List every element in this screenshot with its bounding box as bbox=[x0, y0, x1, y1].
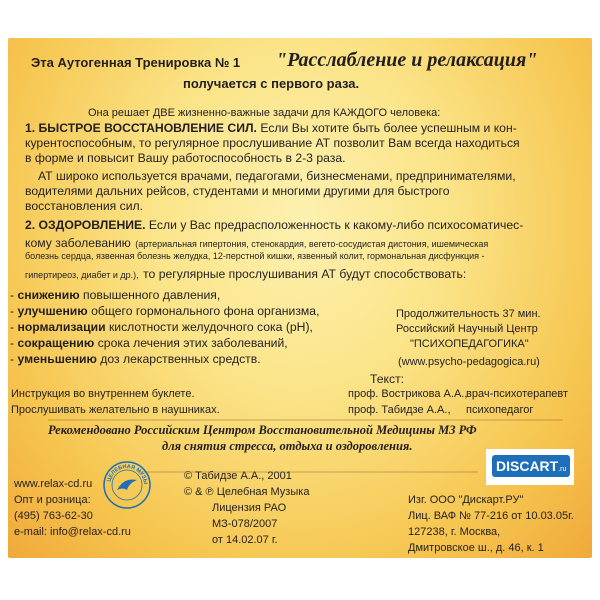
section1-line3: в форме и повысит Вашу работоспособность в 2-3 раза. bbox=[25, 151, 346, 165]
benefit-item: - снижению повышенного давления, bbox=[10, 288, 221, 302]
license-rao: Лицензия РАО bbox=[212, 502, 287, 514]
recommendation-line2: для снятия стресса, отдыха и оздоровления. bbox=[162, 439, 413, 453]
center-name-line1: Российский Научный Центр bbox=[396, 323, 538, 335]
seal-logo bbox=[102, 460, 152, 510]
section1-para2-line3: восстановления сил. bbox=[25, 199, 144, 213]
contact-email[interactable]: e-mail: info@relax-cd.ru bbox=[14, 526, 131, 538]
contact-phone: (495) 763-62-30 bbox=[14, 510, 93, 522]
intro-text: Она решает ДВЕ жизненно-важные задачи для КАЖДОГО человека: bbox=[88, 107, 441, 119]
section1-para2-line2: водителями дальних рейсов, студентами и многими другими для быстрого bbox=[25, 184, 450, 198]
center-name-line2: "ПСИХОПЕДАГОГИКА" bbox=[410, 338, 529, 350]
seal-text: ЦЕЛЕБНАЯ МУЗЫ bbox=[106, 463, 149, 485]
benefit-item: - сокращению срока лечения этих заболеваний, bbox=[10, 336, 288, 350]
copyright-author: © Табидзе А.А., 2001 bbox=[184, 470, 292, 482]
copyright-label: © & ℗ Целебная Музыка bbox=[184, 486, 310, 498]
publisher-logo bbox=[486, 449, 574, 485]
section1-para2-line1: АТ широко используется врачами, педагогами, бизнесменами, предпринимателями, bbox=[38, 169, 516, 183]
benefit-item: - нормализации кислотности желудочного сока (рН), bbox=[10, 320, 313, 334]
author2-name: проф. Табидзе А.А., bbox=[348, 404, 451, 416]
section2-line3: болезнь сердца, язвенная болезнь желудка, 12-перстной кишки, язвенный колит, гормональная дисфункция - bbox=[25, 251, 485, 261]
publisher-name: Изг. ООО "Дискарт.РУ" bbox=[408, 494, 524, 506]
product-card bbox=[8, 38, 592, 558]
center-website: (www.psycho-pedagogica.ru) bbox=[398, 356, 540, 368]
publisher-address2: Дмитровское ш., д. 46, к. 1 bbox=[408, 542, 544, 554]
title-subtitle: получается с первого раза. bbox=[183, 76, 360, 91]
instruction-line2: Прослушивать желательно в наушниках. bbox=[11, 404, 220, 416]
section2-line4: гипертиреоз, диабет и др.), то регулярные прослушивания АТ будут способствовать: bbox=[25, 267, 467, 281]
publisher-license: Лиц. ВАФ № 77-216 от 10.03.05г. bbox=[408, 510, 574, 522]
benefit-item: - уменьшению доз лекарственных средств. bbox=[10, 352, 261, 366]
duration: Продолжительность 37 мин. bbox=[396, 308, 541, 320]
title-name: "Расслабление и релаксация" bbox=[276, 49, 538, 71]
section2-heading: 2. ОЗДОРОВЛЕНИЕ. bbox=[25, 218, 146, 232]
section2-line2: кому заболеванию (артериальная гипертония, стенокардия, вегето-сосудистая дистония, ишемическая bbox=[25, 236, 489, 250]
credits-label: Текст: bbox=[370, 372, 405, 386]
section1-line2: курентоспособным, то регулярное прослушивание АТ позволит Вам всегда находиться bbox=[25, 136, 520, 150]
license-number: МЗ-078/2007 bbox=[212, 518, 278, 530]
section1-heading: 1. БЫСТРОЕ ВОССТАНОВЛЕНИЕ СИЛ. bbox=[25, 121, 257, 135]
publisher-address1: 127238, г. Москва, bbox=[408, 526, 501, 538]
title-prefix: Эта Аутогенная Тренировка № 1 bbox=[31, 55, 241, 70]
benefit-item: - улучшению общего гормонального фона организма, bbox=[10, 304, 320, 318]
author1-name: проф. Вострикова А.А., bbox=[348, 388, 468, 400]
discart-logo: DISCART.ru bbox=[492, 455, 570, 477]
author1-role: врач-психотерапевт bbox=[466, 388, 569, 400]
author2-role: психопедагог bbox=[466, 404, 534, 416]
contact-website[interactable]: www.relax-cd.ru bbox=[14, 478, 93, 490]
instruction-line1: Инструкция во внутреннем буклете. bbox=[11, 388, 195, 400]
license-date: от 14.02.07 г. bbox=[212, 534, 278, 546]
contact-label: Опт и розница: bbox=[14, 494, 91, 506]
section1-text: Если Вы хотите быть более успешным и кон- bbox=[260, 121, 517, 135]
section2-text: Если у Вас предрасположенность к какому-либо психосоматичес- bbox=[148, 218, 524, 232]
recommendation-line1: Рекомендовано Российским Центром Восстановительной Медицины МЗ РФ bbox=[48, 423, 477, 437]
